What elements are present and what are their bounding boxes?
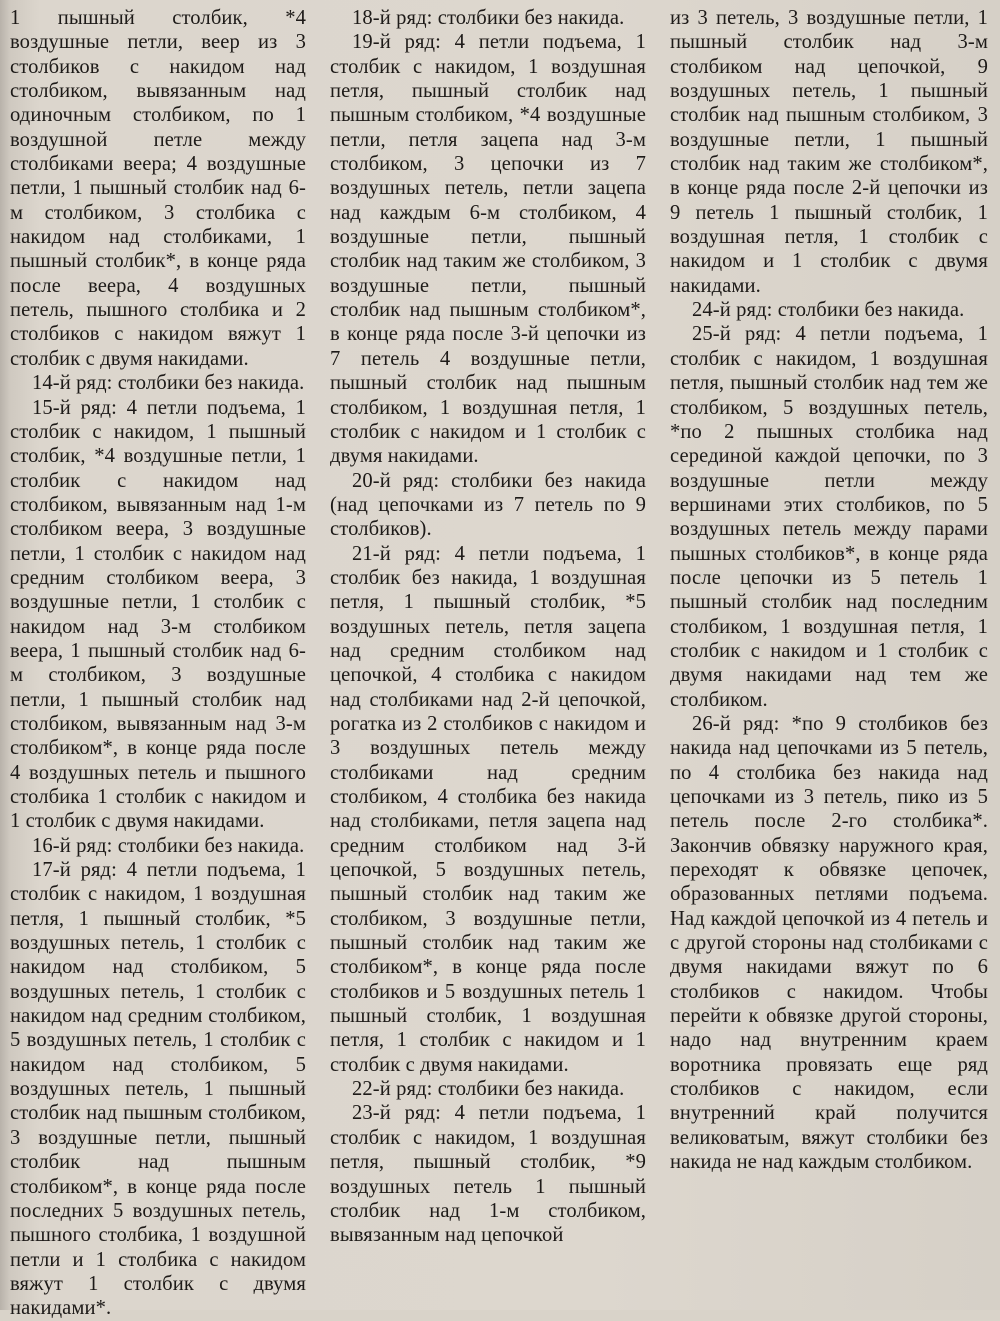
paragraph: 20-й ряд: столбики без накида (над цепочками из 7 петель по 9 столбиков). [330, 469, 646, 541]
paragraph: 18-й ряд: столбики без накида. [352, 7, 625, 29]
paragraph: 1 пышный столбик, *4 воздушные петли, веер из 3 столбиков с накидом над столбиком, вывязанным над одиночным столбиком, по 1 воздушной петле между столбиками веера; 4 воздушные петли, 1 пышный столбик над 6-м столбиком, 3 столбика с накидом над столбиками, 1 пышный столбик*, в конце ряда после веера, 4 воздушных петель, пышного столбика и 2 столбиков с накидом вяжут 1 столбик с двумя накидами. [10, 7, 306, 370]
paragraph: 25-й ряд: 4 петли подъема, 1 столбик с накидом, 1 воздушная петля, пышный столбик над тем же столбиком, 5 воздушных петель, *по 2 пышных столбика над серединой каждой цепочки, по 3 воздушные петли между вершинами этих столбиков, по 5 воздушных петель между парами пышных столбиков*, в конце ряда после цепочки из 5 петель 1 пышный столбик над последним столбиком, 1 воздушная петля, 1 столбик с накидом и 1 столбик с двумя накидами над тем же столбиком. [670, 323, 988, 711]
text-column-2 [330, 6, 646, 1248]
paragraph: 16-й ряд: столбики без накида. [32, 834, 305, 857]
paragraph: 19-й ряд: 4 петли подъема, 1 столбик с накидом, 1 воздушная петля, пышный столбик над пышным столбиком, *4 воздушные петли, петля зацепа над 3-м столбиком, 3 цепочки из 7 воздушных петель, петли зацепа над каждым 6-м столбиком, 4 воздушные петли, пышный столбик над таким же столбиком, 3 воздушные петли, пышный столбик над пышным столбиком*, в конце ряда после 3-й цепочки из 7 петель 4 воздушные петли, пышный столбик над пышным столбиком, 1 воздушная петля, 1 столбик с накидом и 1 столбик с двумя накидами. [330, 31, 646, 468]
text-column-3 [670, 6, 988, 1175]
paragraph: 22-й ряд: столбики без накида. [352, 1078, 625, 1101]
text-column-1 [10, 6, 306, 1321]
paragraph: 26-й ряд: *по 9 столбиков без накида над цепочками из 5 петель, по 4 столбика без накида над цепочками из 3 петель, пико из 5 петель после 2-го столбика*. Закончив обвязку наружного края, переходят к обвязке цепочек, образованных петлями подъема. Над каждой цепочкой из 4 петель и с другой стороны над столбиками с двумя накидами вяжут по 6 столбиков с накидом. Чтобы перейти к обвязке другой стороны, надо над внутренним краем воротника провязать еще ряд столбиков с накидом, если внутренний край получится великоватым, вяжут столбики без накида не над каждым столбиком. [670, 712, 988, 1174]
paragraph: 21-й ряд: 4 петли подъема, 1 столбик без накида, 1 воздушная петля, 1 пышный столбик, *5 воздушных петель, петля зацепа над средним столбиком над цепочкой, 4 столбика с накидом над столбиками над 2-й цепочкой, рогатка из 2 столбиков с накидом и 3 воздушных петель между столбиками над средним столбиком, 4 столбика без накида над столбиками, петля зацепа над средним столбиком над 3-й цепочкой, 5 воздушных петель, пышный столбик над таким же столбиком, 3 воздушные петли, пышный столбик над таким же столбиком*, в конце ряда после столбиков и 5 воздушных петель 1 пышный столбик, 1 воздушная петля, 1 столбик с накидом и 1 столбик с двумя накидами. [330, 542, 646, 1076]
paragraph: 14-й ряд: столбики без накида. [32, 372, 305, 395]
paragraph: 15-й ряд: 4 петли подъема, 1 столбик с накидом, 1 пышный столбик, *4 воздушные петли, 1 столбик с накидом над столбиком, вывязанным над 1-м столбиком веера, 3 воздушные петли, 1 столбик с накидом над средним столбиком веера, 3 воздушные петли, 1 столбик с накидом над 3-м столбиком веера, 1 пышный столбик над 6-м столбиком, 3 воздушные петли, 1 пышный столбик над столбиком, вывязанным над 3-м столбиком*, в конце ряда после 4 воздушных петель и пышного столбика 1 столбик с накидом и 1 столбик с двумя накидами. [10, 396, 306, 833]
paragraph: 23-й ряд: 4 петли подъема, 1 столбик с накидом, 1 воздушная петля, пышный столбик, *9 воздушных петель 1 пышный столбик над 1-м столбиком, вывязанным над цепочкой [330, 1102, 646, 1247]
paragraph: 17-й ряд: 4 петли подъема, 1 столбик с накидом, 1 воздушная петля, 1 пышный столбик, *5 воздушных петель, 1 столбик с накидом над столбиком, 5 воздушных петель, 1 столбик с накидом над средним столбиком, 5 воздушных петель, 1 столбик с накидом над столбиком, 5 воздушных петель, 1 пышный столбик над пышным столбиком, 3 воздушные петли, пышный столбик над пышным столбиком*, в конце ряда после последних 5 воздушных петель, пышного столбика, 1 воздушной петли и 1 столбика с накидом вяжут 1 столбик с двумя накидами*. [10, 859, 306, 1320]
paragraph: из 3 петель, 3 воздушные петли, 1 пышный столбик над 3-м столбиком над цепочкой, 9 воздушных петель, 1 пышный столбик над пышным столбиком, 3 воздушные петли, 1 пышный столбик над таким же столбиком*, в конце ряда после 2-й цепочки из 9 петель 1 пышный столбик, 1 воздушная петля, 1 столбик с накидом и 1 столбик с двумя накидами. [670, 7, 988, 297]
paragraph: 24-й ряд: столбики без накида. [692, 299, 965, 322]
